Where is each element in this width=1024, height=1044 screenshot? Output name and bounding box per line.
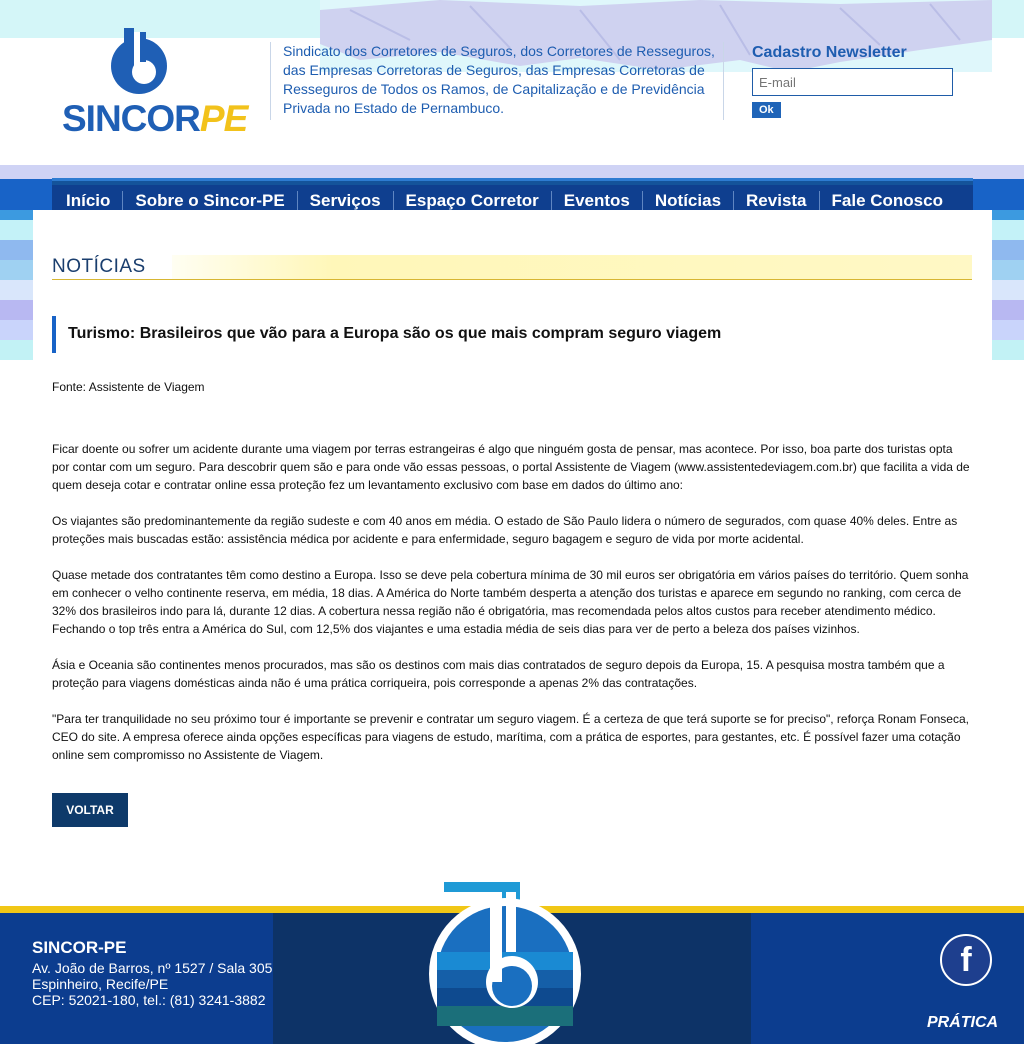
nav-item-inicio[interactable]: Início [54,191,123,211]
section-title [52,255,972,280]
footer-address-line: Espinheiro, Recife/PE [32,976,169,992]
nav-item-espaco-corretor[interactable]: Espaço Corretor [394,191,552,211]
section-title-text: NOTÍCIAS [52,256,146,277]
nav-item-revista[interactable]: Revista [734,191,819,211]
article-paragraph: Ficar doente ou sofrer um acidente durante uma viagem por terras estrangeiras é algo que ninguém gosta de pensar, mas acontece. Por isso, boa parte dos turistas opta por contar com um seguro. Para descobrir quem são e para onde vão essas pessoas, o portal Assistente de Viagem (www.assistentedeviagem.com.br) que facilita a vida de quem deseja cotar e contratar online essa proteção fez um levantamento exclusivo com base em dados do último ano: [52,442,970,492]
nav-item-servicos[interactable]: Serviços [298,191,394,211]
sincor-pe-logo[interactable] [58,28,248,143]
newsletter-ok-button[interactable]: Ok [752,102,781,118]
article-paragraph: "Para ter tranquilidade no seu próximo tour é importante se prevenir e contratar um seguro viagem. É a certeza de que terá suporte se for preciso", reforça Ronam Fonseca, CEO do site. A empresa oferece ainda opções específicas para viagens de estudo, marítima, com a prática de esportes, para gestantes, etc. É possível fazer uma cotação online sem compromisso no Assistente de Viagem. [52,712,969,762]
facebook-icon[interactable]: f [940,934,992,986]
article-title [52,316,972,353]
newsletter-email-input[interactable] [752,68,953,96]
nav-band-highlight [0,165,1024,179]
header-divider [723,42,724,120]
nav-item-noticias[interactable]: Notícias [643,191,734,211]
article-paragraph: Os viajantes são predominantemente da região sudeste e com 40 anos em média. O estado de São Paulo lidera o número de segurados, com quase 40% deles. Entre as proteções mais buscadas estão: assistência médica por acidente e para enfermidade, seguro bagagem e seguro de vida por morte acidental. [52,514,958,546]
article-paragraph: Quase metade dos contratantes têm como destino a Europa. Isso se deve pela cobertura mínima de 30 mil euros ser obrigatória em vários países do território. Quem sonha em conhecer o velho continente reserva, em média, 18 dias. A América do Norte também desperta a atenção dos turistas e aparece em segundo no ranking, com cerca de 32% dos brasileiros indo para lá, durante 12 dias. A cobertura nessa região não é obrigatória, mas recomendada pelos altos custos para receber atendimento médico. Fechando o top três entra a América do Sul, com 12,5% dos viajantes e uma estadia média de seis dias para ver de perto a beleza dos países vizinhos. [52,568,969,636]
site-header [0,0,1024,165]
nav-item-sobre[interactable]: Sobre o Sincor-PE [123,191,297,211]
footer-org-name: SINCOR-PE [32,938,127,957]
footer-address-line: CEP: 52021-180, tel.: (81) 3241-3882 [32,992,266,1008]
nav-item-fale-conosco[interactable]: Fale Conosco [831,191,943,210]
article-title-text: Turismo: Brasileiros que vão para a Europa são os que mais compram seguro viagem [68,325,722,342]
section-title-bar [172,255,972,279]
footer-address [32,940,272,1008]
logo-text: SINCORPE [62,98,248,139]
article-body [52,440,972,782]
logo-swirl-icon [104,28,174,98]
article-source: Fonte: Assistente de Viagem [52,380,205,394]
footer-logo-icon [420,882,590,1044]
article-paragraph: Ásia e Oceania são continentes menos procurados, mas são os destinos com mais dias contratados de seguro depois da Europa, 15. A pesquisa mostra também que a proteção para viagens domésticas ainda não é uma prática corriqueira, pois corresponde a apenas 2% das contratações. [52,658,945,690]
nav-item-eventos[interactable]: Eventos [552,191,643,211]
footer-address-line: Av. João de Barros, nº 1527 / Sala 305 [32,960,273,976]
back-button[interactable]: VOLTAR [52,793,128,827]
union-description: Sindicato dos Corretores de Seguros, dos Corretores de Resseguros, das Empresas Corretoras de Seguros, das Empresas Corretoras de Resseguros de Todos os Ramos, de Capitalização e de Previdência Privada no Estado de Pernambuco. [270,42,720,120]
newsletter-title: Cadastro Newsletter [752,44,907,61]
pratica-credit-logo[interactable]: PRÁTICA [927,1014,999,1031]
newsletter-signup [752,44,962,118]
